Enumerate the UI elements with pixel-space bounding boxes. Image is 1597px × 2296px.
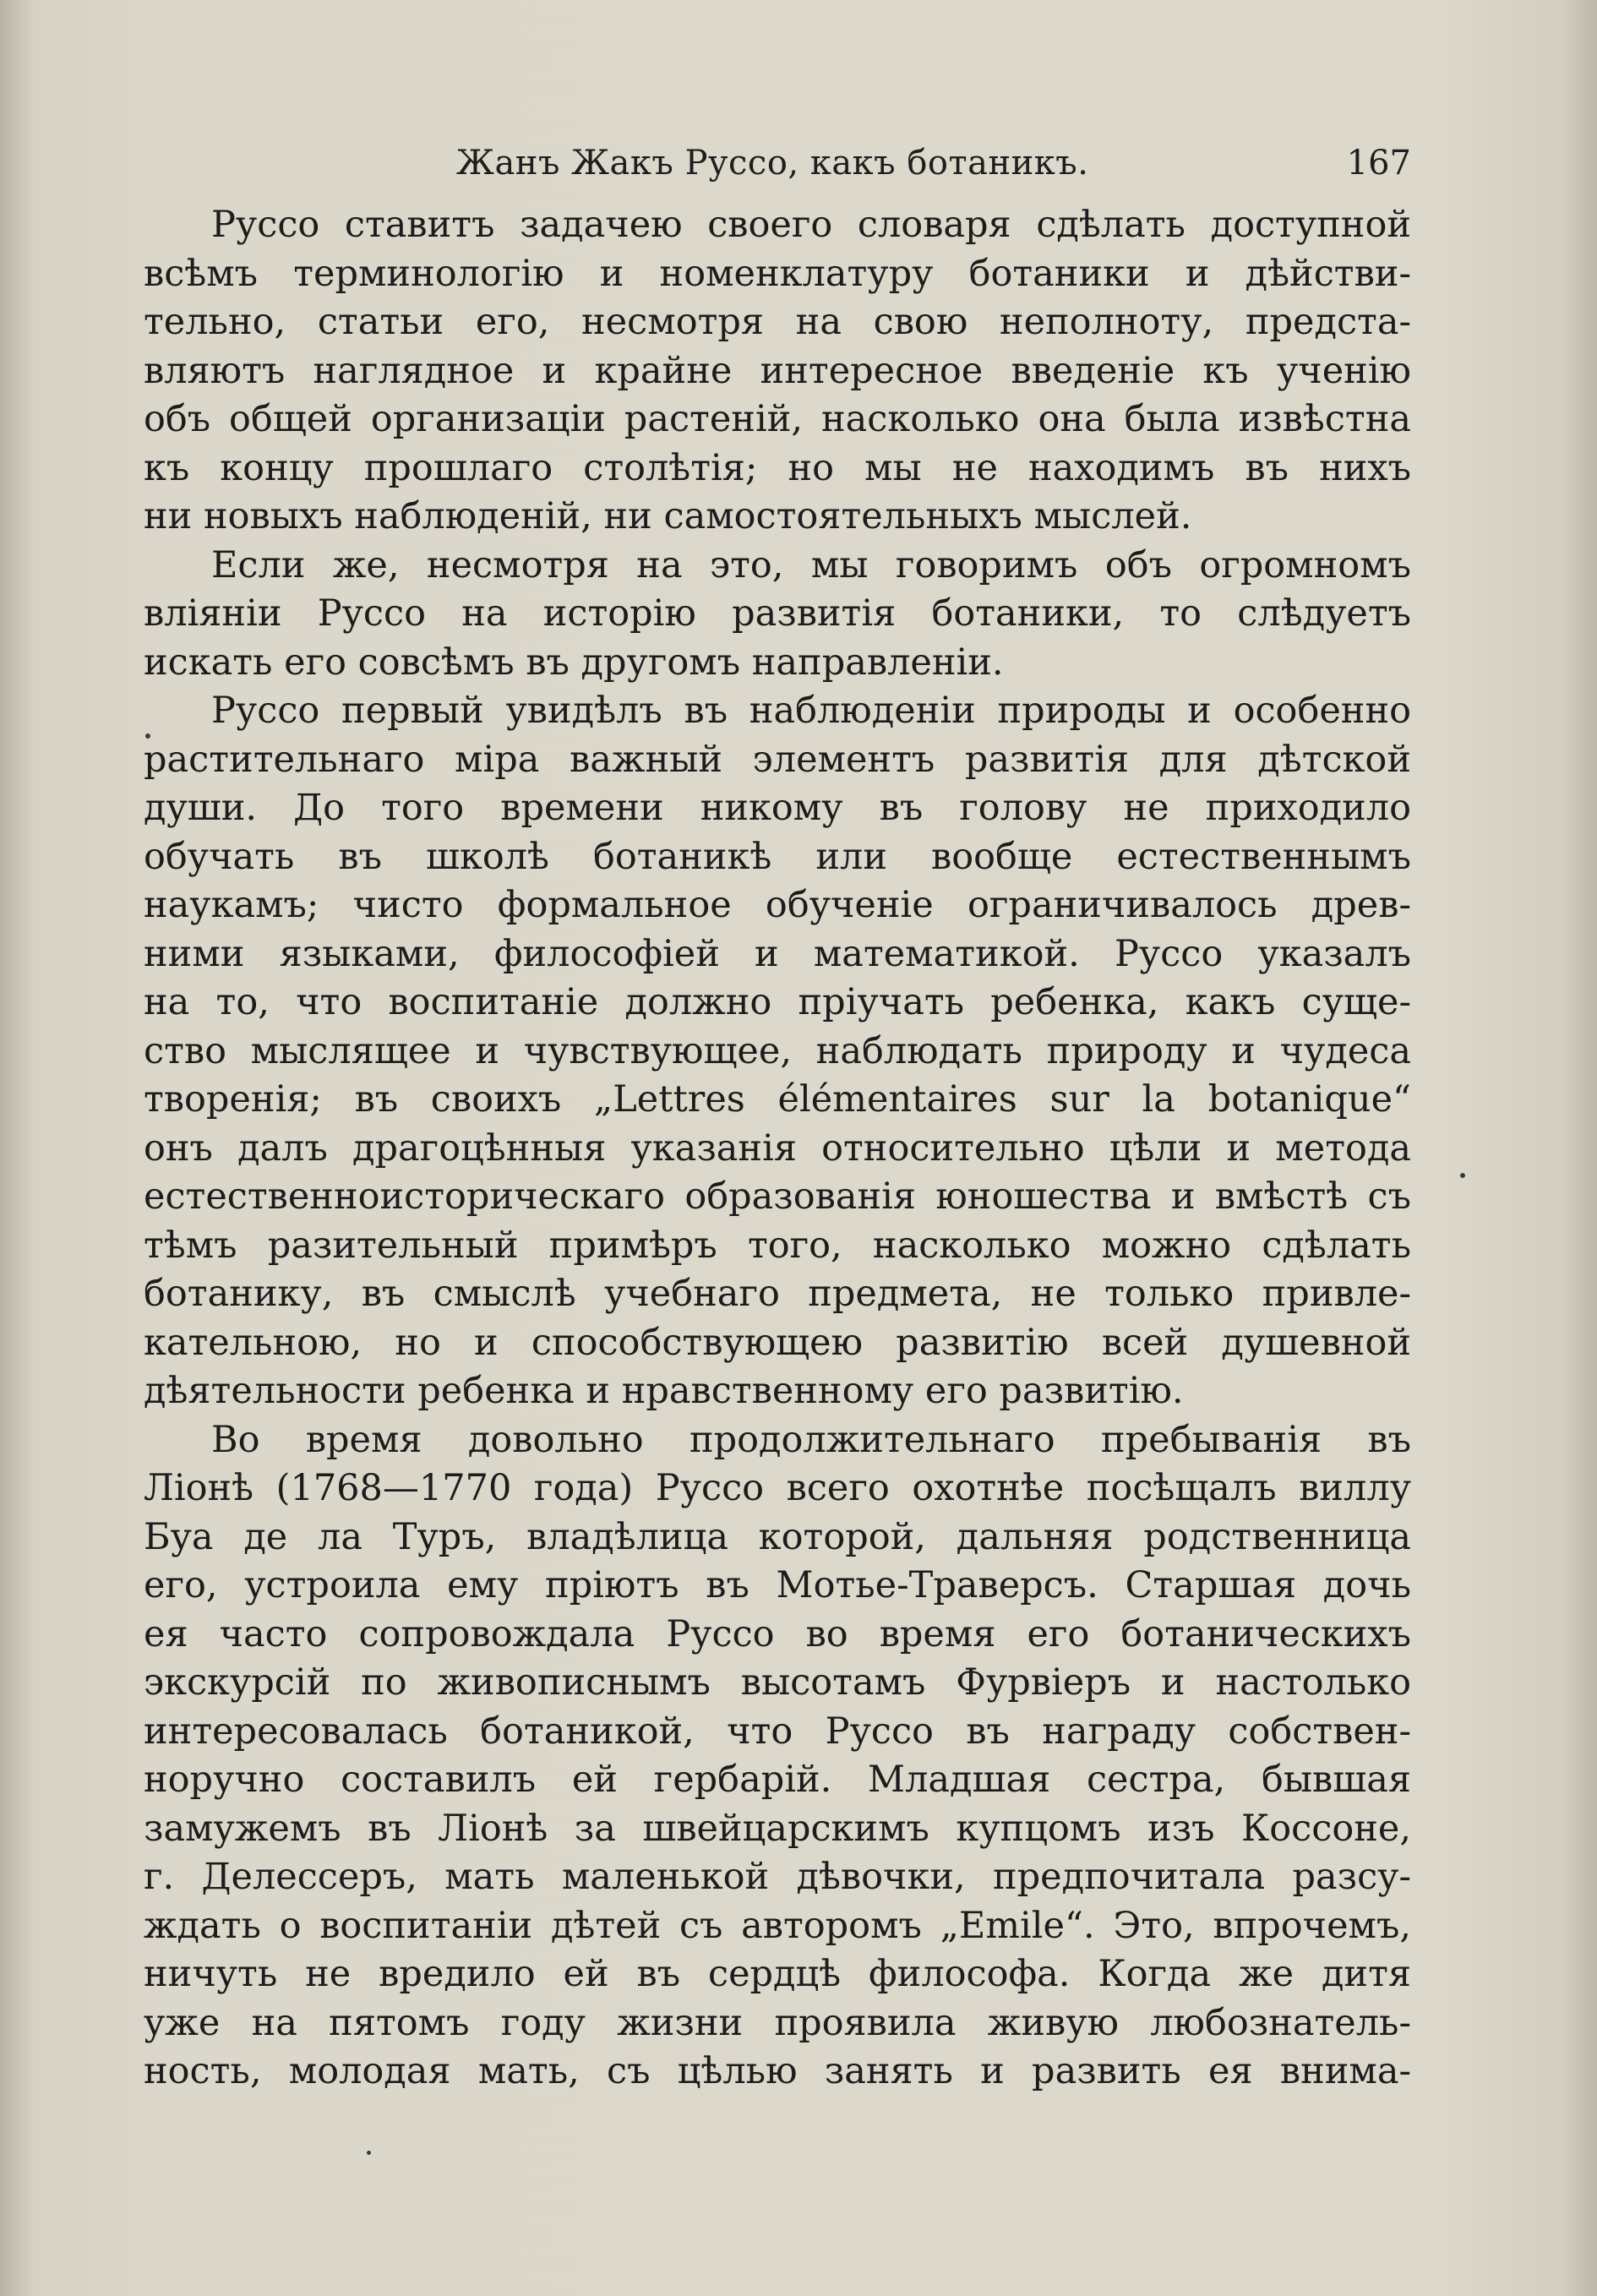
text-line: на то, что воспитаніе должно пріучать ребенка, какъ суще- bbox=[144, 981, 1411, 1023]
text-line: ботанику, въ смыслѣ учебнаго предмета, не только привле- bbox=[144, 1273, 1411, 1315]
text-line: растительнаго міра важный элементъ развитія для дѣтской bbox=[144, 738, 1411, 781]
text-line: ство мыслящее и чувствующее, наблюдать природу и чудеса bbox=[144, 1029, 1411, 1072]
text-line: ними языками, философіей и математикой. Руссо указалъ bbox=[144, 932, 1411, 975]
text-line: Руссо ставитъ задачею своего словаря сдѣлать доступной bbox=[211, 204, 1411, 246]
text-line: норучно составилъ ей гербарій. Младшая сестра, бывшая bbox=[144, 1759, 1411, 1801]
text-line: тельно, статьи его, несмотря на свою неполноту, предста- bbox=[144, 301, 1411, 343]
print-speck bbox=[1460, 1173, 1465, 1178]
paragraph bbox=[144, 542, 1411, 688]
text-line: замужемъ въ Ліонѣ за швейцарскимъ купцомъ изъ Коссоне, bbox=[144, 1807, 1411, 1850]
text-line: наукамъ; чисто формальное обученіе ограничивалось древ- bbox=[144, 884, 1411, 926]
text-line: объ общей организаціи растеній, насколько она была извѣстна bbox=[144, 398, 1411, 440]
paragraph bbox=[144, 687, 1411, 1416]
text-line: уже на пятомъ году жизни проявила живую любознатель- bbox=[144, 2001, 1411, 2044]
text-line: онъ далъ драгоцѣнныя указанія относительно цѣли и метода bbox=[144, 1126, 1411, 1170]
body-text bbox=[144, 201, 1411, 2097]
text-line: Ліонѣ (1768—1770 года) Руссо всего охотнѣе посѣщалъ виллу bbox=[144, 1467, 1411, 1509]
running-title: Жанъ Жакъ Руссо, какъ ботаникъ. bbox=[456, 144, 1089, 183]
text-line: всѣмъ терминологію и номенклатуру ботаники и дѣйстви- bbox=[144, 252, 1411, 295]
text-line: къ концу прошлаго столѣтія; но мы не находимъ въ нихъ bbox=[144, 446, 1411, 489]
text-line: экскурсій по живописнымъ высотамъ Фурвіеръ и настолько bbox=[144, 1661, 1411, 1704]
text-line: Руссо первый увидѣлъ въ наблюденіи природы и особенно bbox=[211, 690, 1411, 732]
text-line: вляютъ наглядное и крайне интересное введеніе къ ученію bbox=[144, 349, 1411, 392]
text-line: обучать въ школѣ ботаникѣ или вообще естественнымъ bbox=[144, 835, 1411, 878]
paragraph bbox=[144, 1416, 1411, 2097]
text-line: кательною, но и способствующею развитію всей душевной bbox=[144, 1321, 1411, 1364]
text-line: Буа де ла Туръ, владѣлица которой, дальняя родственница bbox=[144, 1515, 1411, 1558]
text-line: естественноисторическаго образованія юношества и вмѣстѣ съ bbox=[144, 1175, 1411, 1218]
text-line: Если же, несмотря на это, мы говоримъ объ огромномъ bbox=[211, 543, 1411, 586]
text-line: творенія; въ своихъ „Lettres élémentaires sur la botanique“ bbox=[144, 1078, 1411, 1121]
print-speck bbox=[367, 2151, 371, 2155]
page-number: 167 bbox=[1346, 144, 1411, 183]
text-line: ждать о воспитаніи дѣтей съ авторомъ „Emile“. Это, впрочемъ, bbox=[144, 1904, 1411, 1947]
text-line: ни новыхъ наблюденій, ни самостоятельныхъ мыслей. bbox=[144, 495, 1192, 537]
print-speck bbox=[145, 734, 150, 739]
text-line: Во время довольно продолжительнаго пребыванія въ bbox=[211, 1418, 1411, 1461]
page-header bbox=[144, 144, 1411, 194]
text-line: вліяніи Руссо на исторію развитія ботаники, то слѣдуетъ bbox=[144, 592, 1411, 635]
text-line: тѣмъ разительный примѣръ того, насколько можно сдѣлать bbox=[144, 1224, 1411, 1267]
text-line: ность, молодая мать, съ цѣлью занять и развить ея внима- bbox=[144, 2050, 1411, 2092]
paragraph bbox=[144, 201, 1411, 542]
text-line: дѣятельности ребенка и нравственному его развитію. bbox=[144, 1370, 1184, 1412]
text-line: интересовалась ботаникой, что Руссо въ награду собствен- bbox=[144, 1710, 1411, 1753]
text-line: души. До того времени никому въ голову не приходило bbox=[144, 787, 1411, 829]
text-line: ничуть не вредило ей въ сердцѣ философа. Когда же дитя bbox=[144, 1953, 1411, 1995]
text-line: ея часто сопровождала Руссо во время его ботаническихъ bbox=[144, 1612, 1411, 1655]
text-line: искать его совсѣмъ въ другомъ направленіи. bbox=[144, 641, 1004, 684]
text-line: г. Делессеръ, мать маленькой дѣвочки, предпочитала разсу- bbox=[144, 1856, 1411, 1898]
text-line: его, устроила ему пріютъ въ Мотье-Траверсъ. Старшая дочь bbox=[144, 1564, 1411, 1606]
